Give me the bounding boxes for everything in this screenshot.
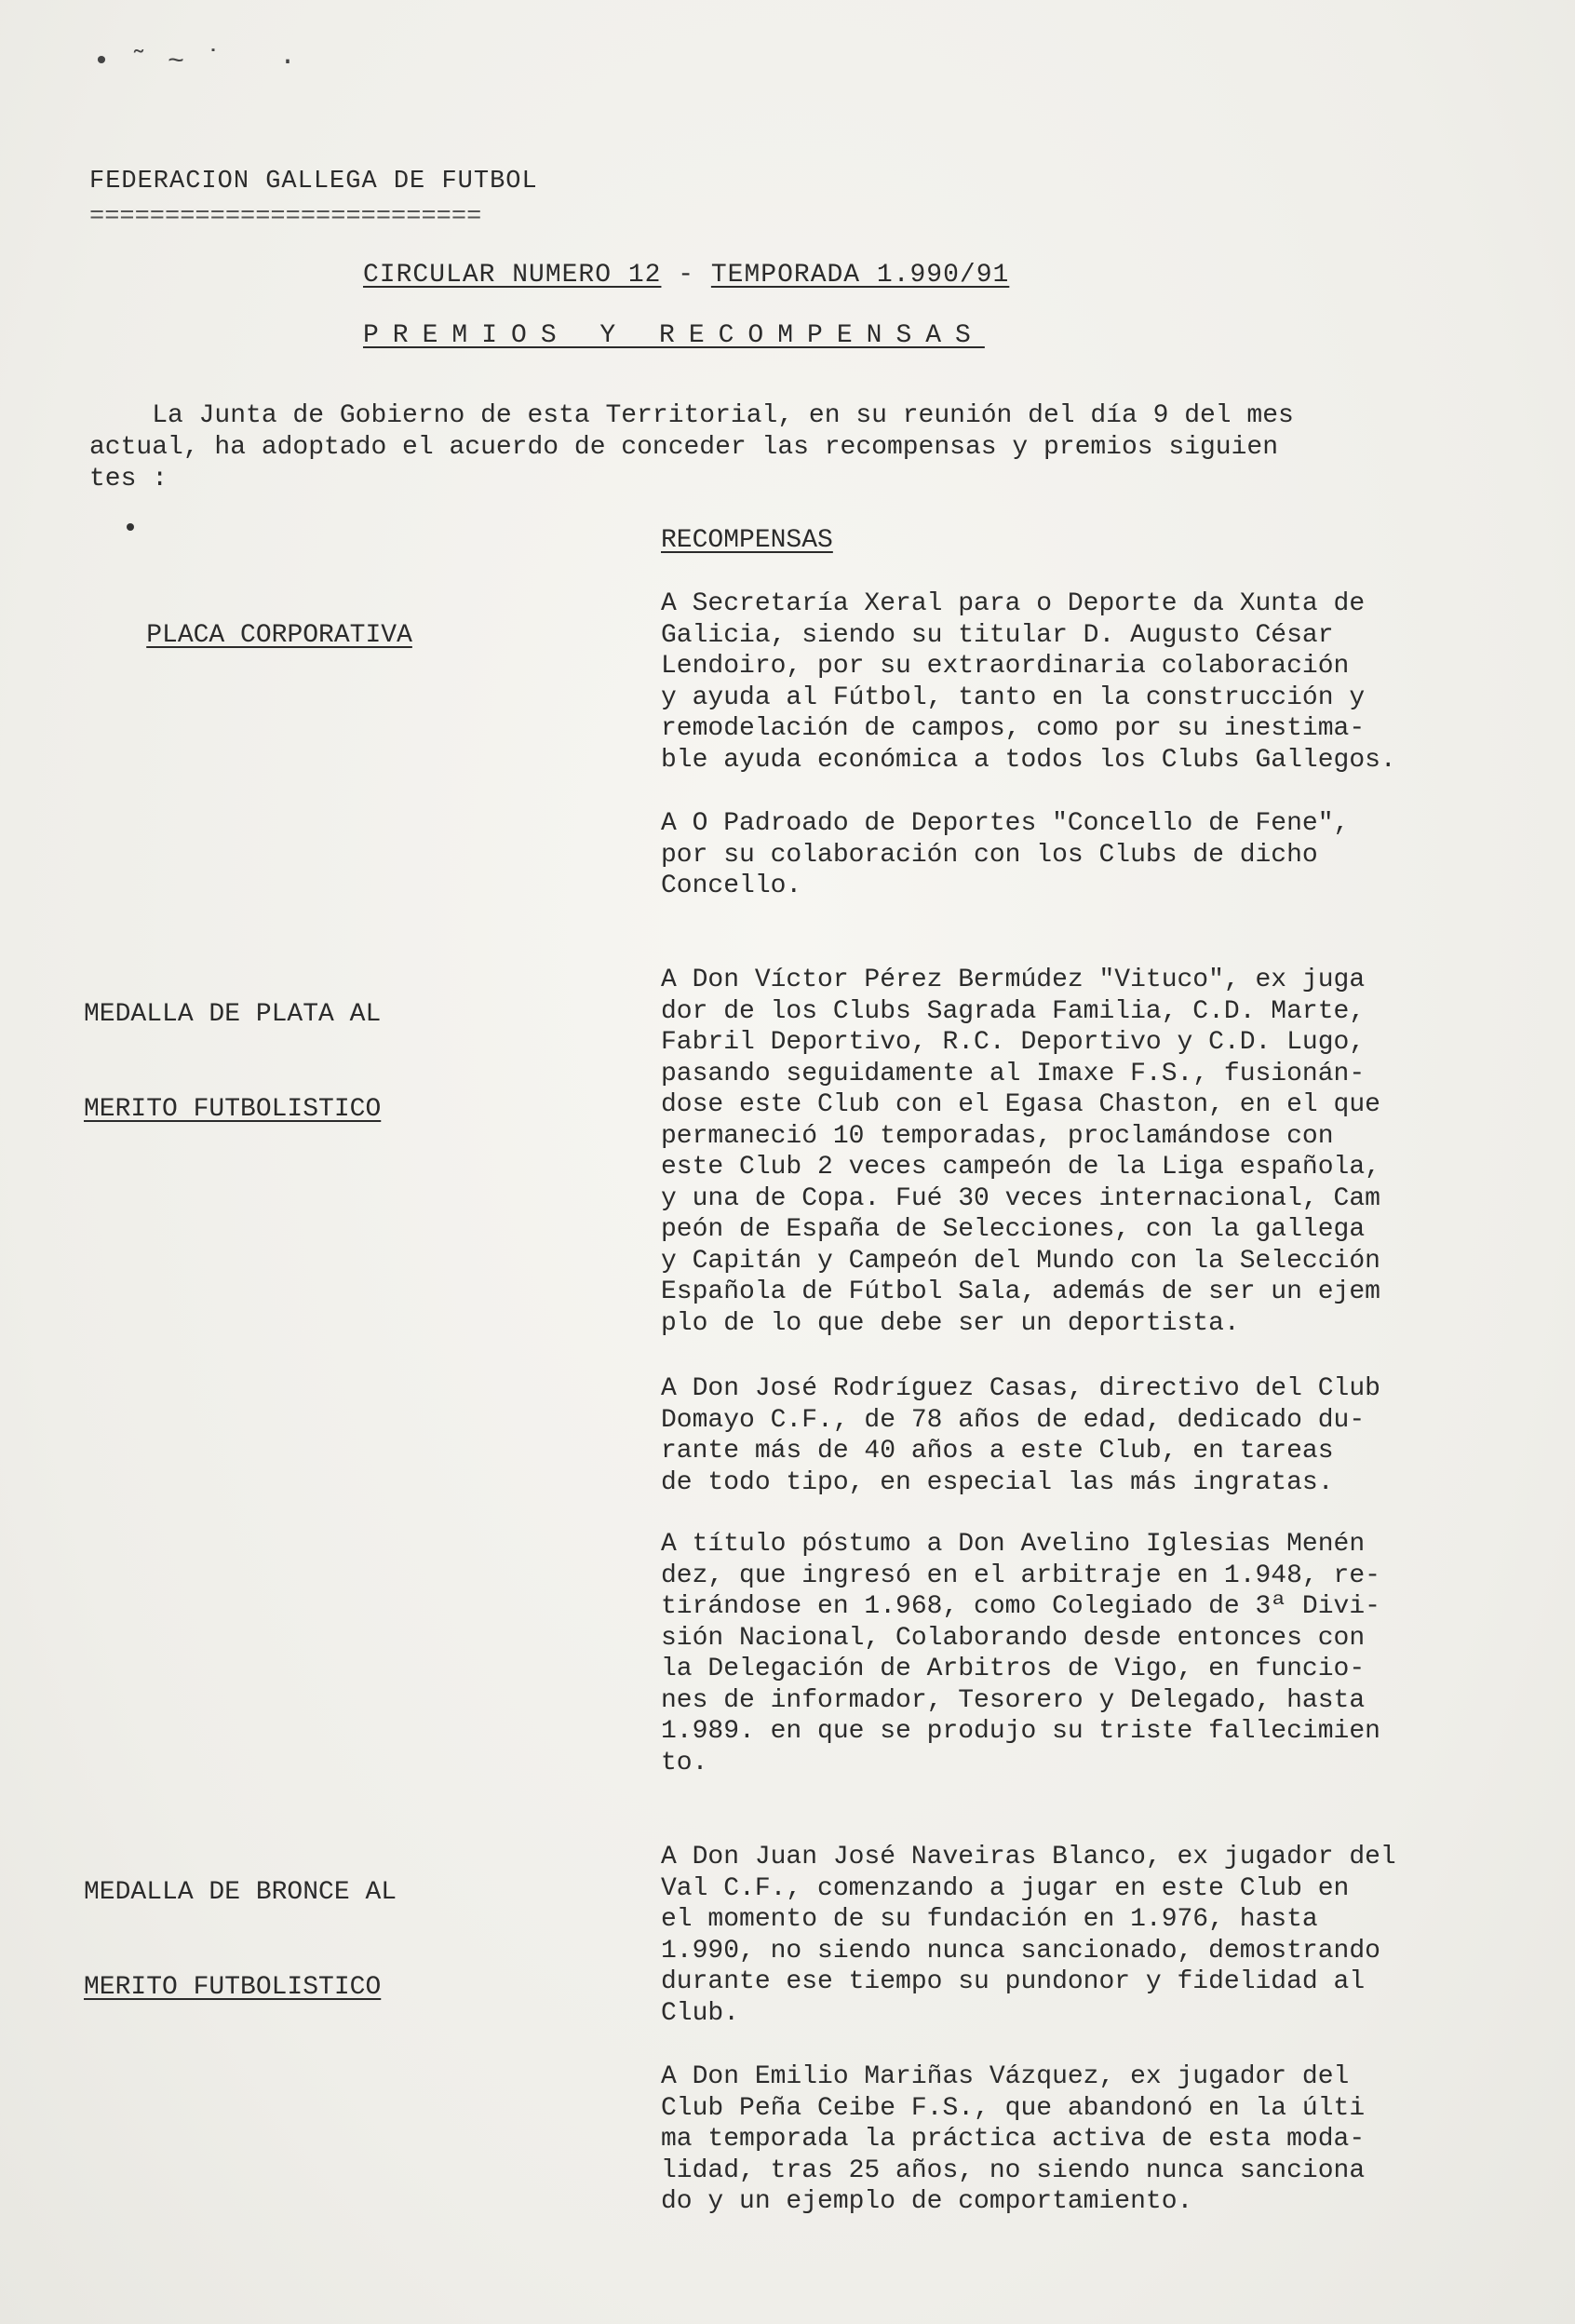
award-label-line: MEDALLA DE PLATA AL (84, 1000, 382, 1029)
section-heading-recompensas: RECOMPENSAS (661, 526, 833, 555)
award-label-line: PLACA CORPORATIVA (146, 621, 412, 650)
award-label-line: MERITO FUTBOLISTICO (84, 1973, 382, 2002)
season: TEMPORADA 1.990/91 (710, 261, 1010, 290)
circular-line (363, 261, 1009, 290)
award-label-medalla-bronce (84, 1814, 397, 2067)
award-label-line: MERITO FUTBOLISTICO (84, 1095, 382, 1124)
intro-paragraph: La Junta de Gobierno de esta Territorial, en su reunión del día 9 del mes actual, ha adoptado el acuerdo de conceder las recompensas y premios siguien tes : (89, 401, 1294, 493)
award-paragraph: A Don José Rodríguez Casas, directivo del Club Domayo C.F., de 78 años de edad, dedicado du- rante más de 40 años a este Club, en tareas de todo tipo, en especial las más ingratas. (661, 1374, 1380, 1497)
award-paragraph: A Secretaría Xeral para o Deporte da Xunta de Galicia, siendo su titular D. Augusto César Lendoiro, por su extraordinaria colaboración y ayuda al Fútbol, tanto en la construcción y remodelación de campos, como por su inestima- ble ayuda económica a todos los Clubs Gallegos. (661, 589, 1396, 775)
award-paragraph: A título póstumo a Don Avelino Iglesias Menén dez, que ingresó en el arbitraje en 1.948, re- tirándose en 1.968, como Colegiado de 3ª Divi- sión Nacional, Colaborando desde entonces con la Delegación de Arbitros de Vigo, en funcio- nes de informador, Tesorero y Delegado, hasta 1.989. en que se produjo su triste fallecimien to. (661, 1530, 1380, 1777)
paper-speck-marks: • ˜ ~ ˙ · (93, 47, 299, 78)
award-paragraph: A Don Juan José Naveiras Blanco, ex jugador del Val C.F., comenzando a jugar en este Club en el momento de su fundación en 1.976, hasta 1.990, no siendo nunca sancionado, demostrando durante ese tiempo su pundonor y fidelidad al Club. (661, 1843, 1396, 2028)
award-label-placa (84, 588, 412, 683)
award-paragraph: A Don Víctor Pérez Bermúdez "Vituco", ex juga dor de los Clubs Sagrada Familia, C.D. Marte, Fabril Deportivo, R.C. Deportivo y C.D. Lugo, pasando seguidamente al Imaxe F.S., fusionán- dose este Club con el Egasa Chaston, en el que permaneció 10 temporadas, proclamándose con este Club 2 veces campeón de la Liga española, y una de Copa. Fué 30 veces internacional, Cam peón de España de Selecciones, con la gallega y Capitán y Campeón del Mundo con la Selección Española de Fútbol Sala, además de ser un ejem plo de lo que debe ser un deportista. (661, 966, 1380, 1338)
stray-dot (127, 523, 134, 531)
federation-name: FEDERACION GALLEGA DE FUTBOL (89, 168, 538, 196)
award-paragraph: A O Padroado de Deportes "Concello de Fene", por su colaboración con los Clubs de dicho Concello. (661, 809, 1350, 900)
circular-separator: - (661, 261, 711, 290)
circular-number: CIRCULAR NUMERO 12 (363, 261, 662, 290)
header-double-rule: ========================== (89, 203, 482, 231)
document-title: PREMIOS Y RECOMPENSAS (363, 321, 985, 350)
award-label-medalla-plata (84, 936, 381, 1189)
award-paragraph: A Don Emilio Mariñas Vázquez, ex jugador del Club Peña Ceibe F.S., que abandonó en la últi ma temporada la práctica activa de esta moda- lidad, tras 25 años, no siendo nunca sanciona do y un ejemplo de comportamiento. (661, 2062, 1366, 2216)
award-label-line: MEDALLA DE BRONCE AL (84, 1878, 397, 1907)
